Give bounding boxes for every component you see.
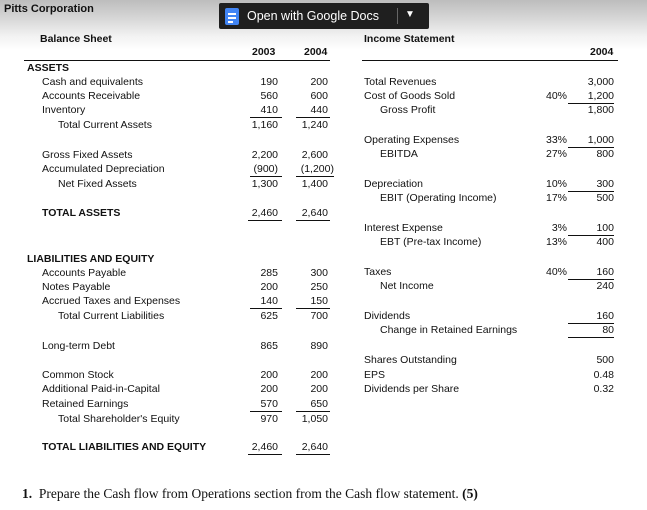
cell-percent: 10% [545, 178, 567, 190]
cell-value: 160 [596, 266, 614, 278]
cell-2003: 2,200 [251, 149, 278, 161]
toolbar-divider [397, 8, 398, 24]
question-text [22, 486, 478, 502]
table-row-label: Gross Fixed Assets [42, 149, 133, 161]
cell-2003: 285 [260, 267, 278, 279]
cell-value: 240 [596, 280, 614, 292]
table-row-label: EBT (Pre-tax Income) [380, 236, 482, 248]
total-rule [568, 337, 614, 338]
table-row-label: Total Current Assets [58, 119, 152, 131]
table-row-label: Net Income [380, 280, 434, 292]
subtotal-rule [296, 411, 330, 412]
year-2003-header: 2003 [252, 46, 276, 58]
cell-2003: 970 [260, 413, 278, 425]
cell-2003: 410 [260, 104, 278, 116]
total-rule [248, 454, 282, 455]
cell-2004: (1,200) [300, 163, 334, 175]
cell-value: 500 [596, 354, 614, 366]
open-with-google-docs-button[interactable] [219, 3, 429, 29]
cell-value: 800 [596, 148, 614, 160]
table-row-label: Additional Paid-in-Capital [42, 383, 160, 395]
cell-value: 300 [596, 178, 614, 190]
table-row-label: Accrued Taxes and Expenses [42, 295, 181, 307]
cell-percent: 27% [545, 148, 567, 160]
table-row-label: Net Fixed Assets [58, 178, 137, 190]
table-row-label: Change in Retained Earnings [380, 324, 518, 336]
cell-2003: 560 [260, 90, 278, 102]
question-body: Prepare the Cash flow from Operations section from the Cash flow statement. [38, 486, 459, 501]
cell-percent: 13% [545, 236, 567, 248]
cell-value: 160 [596, 310, 614, 322]
income-statement-title: Income Statement [364, 33, 455, 45]
cell-2004: 200 [310, 383, 328, 395]
cell-2004: 1,400 [301, 178, 328, 190]
cell-2004: 890 [310, 340, 328, 352]
table-row-label: Accounts Payable [42, 267, 127, 279]
cell-value: 1,800 [587, 104, 614, 116]
assets-heading: ASSETS [27, 62, 70, 74]
cell-value: 80 [602, 324, 614, 336]
table-row-label: Shares Outstanding [364, 354, 457, 366]
cell-2004: 2,640 [301, 441, 328, 453]
cell-value: 1,000 [587, 134, 614, 146]
table-row-label: Cost of Goods Sold [364, 90, 456, 102]
cell-value: 400 [596, 236, 614, 248]
cell-2004: 150 [310, 295, 328, 307]
cell-2003: 200 [260, 369, 278, 381]
table-row-label: Depreciation [364, 178, 423, 190]
cell-percent: 40% [545, 266, 567, 278]
table-row-label: Total Current Liabilities [58, 310, 165, 322]
table-row-label: Dividends [364, 310, 411, 322]
cell-2003: 140 [260, 295, 278, 307]
question-number: 1. [22, 486, 33, 501]
cell-2003: 190 [260, 76, 278, 88]
cell-2004: 2,640 [301, 207, 328, 219]
total-rule [248, 220, 282, 221]
table-row-label: Total Revenues [364, 76, 437, 88]
cell-2004: 200 [310, 369, 328, 381]
cell-percent: 17% [545, 192, 567, 204]
table-row-label: Long-term Debt [42, 340, 115, 352]
table-row-label: EBITDA [380, 148, 418, 160]
cell-value: 1,200 [587, 90, 614, 102]
table-row-label: Retained Earnings [42, 398, 129, 410]
cell-2004: 650 [310, 398, 328, 410]
chevron-down-icon[interactable]: ▼ [405, 9, 415, 20]
subtotal-rule [250, 308, 282, 309]
table-row-label: Inventory [42, 104, 86, 116]
cell-percent: 33% [545, 134, 567, 146]
table-row-label: TOTAL ASSETS [42, 207, 121, 219]
cell-2004: 700 [310, 310, 328, 322]
header-rule [24, 60, 330, 61]
google-docs-icon [225, 8, 239, 25]
company-name: Pitts Corporation [4, 3, 94, 15]
cell-2003: 570 [260, 398, 278, 410]
cell-value: 500 [596, 192, 614, 204]
cell-2003: (900) [253, 163, 278, 175]
cell-2003: 2,460 [251, 441, 278, 453]
subtotal-rule [250, 176, 282, 177]
cell-2004: 440 [310, 104, 328, 116]
cell-2003: 200 [260, 281, 278, 293]
cell-value: 0.32 [593, 383, 614, 395]
cell-2004: 250 [310, 281, 328, 293]
table-row-label: Total Shareholder's Equity [58, 413, 180, 425]
cell-2004: 200 [310, 76, 328, 88]
table-row-label: Operating Expenses [364, 134, 460, 146]
cell-2003: 200 [260, 383, 278, 395]
table-row-label: Taxes [364, 266, 392, 278]
income-year-header: 2004 [590, 46, 614, 58]
table-row-label: EPS [364, 369, 386, 381]
table-row-label: Accounts Receivable [42, 90, 141, 102]
subtotal-rule [296, 176, 334, 177]
cell-2004: 1,240 [301, 119, 328, 131]
cell-value: 3,000 [587, 76, 614, 88]
table-row-label: Gross Profit [380, 104, 436, 116]
liabilities-heading: LIABILITIES AND EQUITY [27, 253, 155, 265]
cell-percent: 40% [545, 90, 567, 102]
table-row-label: TOTAL LIABILITIES AND EQUITY [42, 441, 207, 453]
table-row-label: EBIT (Operating Income) [380, 192, 497, 204]
cell-2003: 625 [260, 310, 278, 322]
cell-2003: 1,300 [251, 178, 278, 190]
cell-percent: 3% [551, 222, 567, 234]
cell-2004: 300 [310, 267, 328, 279]
table-row-label: Interest Expense [364, 222, 443, 234]
table-row-label: Accumulated Depreciation [42, 163, 165, 175]
cell-2004: 2,600 [301, 149, 328, 161]
question-points: (5) [462, 486, 478, 501]
cell-value: 100 [596, 222, 614, 234]
subtotal-rule [296, 308, 330, 309]
table-row-label: Dividends per Share [364, 383, 460, 395]
year-2004-header: 2004 [304, 46, 328, 58]
total-rule [296, 454, 330, 455]
cell-2003: 1,160 [251, 119, 278, 131]
table-row-label: Cash and equivalents [42, 76, 143, 88]
table-row-label: Notes Payable [42, 281, 111, 293]
cell-2004: 600 [310, 90, 328, 102]
cell-2004: 1,050 [301, 413, 328, 425]
header-rule [362, 60, 618, 61]
subtotal-rule [296, 117, 330, 118]
open-with-label: Open with Google Docs [247, 9, 380, 23]
total-rule [296, 220, 330, 221]
subtotal-rule [250, 117, 282, 118]
cell-value: 0.48 [593, 369, 614, 381]
subtotal-rule [250, 411, 282, 412]
cell-2003: 865 [260, 340, 278, 352]
cell-2003: 2,460 [251, 207, 278, 219]
balance-sheet-title: Balance Sheet [40, 33, 112, 45]
table-row-label: Common Stock [42, 369, 114, 381]
